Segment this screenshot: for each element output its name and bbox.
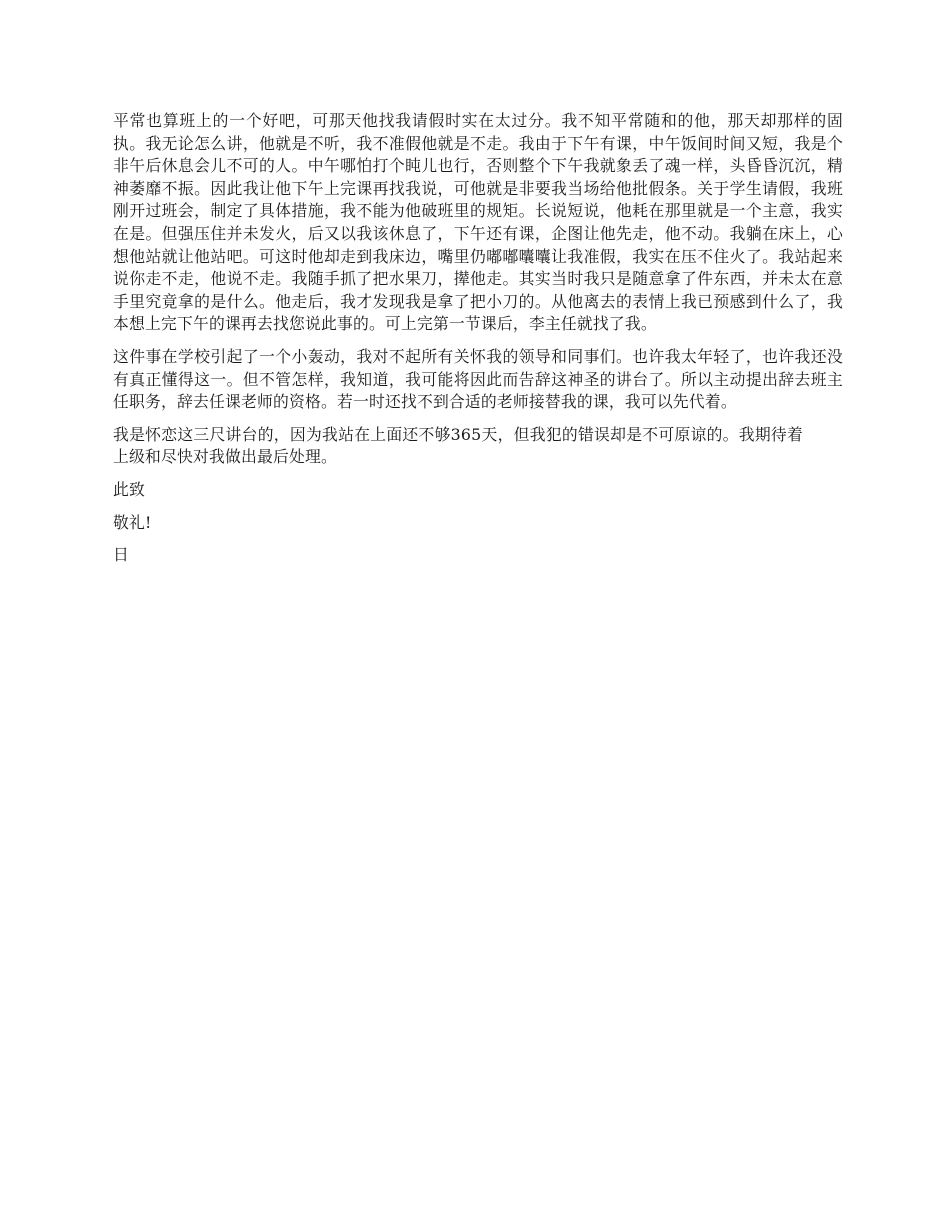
document-body: [113, 110, 843, 577]
paragraph-resignation: 这件事在学校引起了一个小轰动，我对不起所有关怀我的领导和同事们。也许我太年轻了，也许我还没有真正懂得这一。但不管怎样，我知道，我可能将因此而告辞这神圣的讲台了。所以主动提出辞去班主任职务，辞去任课老师的资格。若一时还找不到合适的老师接替我的课，我可以先代着。: [113, 346, 843, 412]
paragraph-incident: 平常也算班上的一个好吧，可那天他找我请假时实在太过分。我不知平常随和的他，那天却那样的固执。我无论怎么讲，他就是不听，我不准假他就是不走。我由于下午有课，中午饭间时间又短，我是个非午后休息会儿不可的人。中午哪怕打个盹儿也行，否则整个下午我就象丢了魂一样，头昏昏沉沉，精神萎靡不振。因此我让他下午上完课再找我说，可他就是非要我当场给他批假条。关于学生请假，我班刚开过班会，制定了具体措施，我不能为他破班里的规矩。长说短说，他耗在那里就是一个主意，我实在是。但强压住并未发火，后又以我该休息了，下午还有课，企图让他先走，他不动。我躺在床上，心想他站就让他站吧。可这时他却走到我床边，嘴里仍嘟嘟囔囔让我准假，我实在压不住火了。我站起来说你走不走，他说不走。我随手抓了把水果刀，撵他走。其实当时我只是随意拿了件东西，并未太在意手里究竟拿的是什么。他走后，我才发现我是拿了把小刀的。从他离去的表情上我已预感到什么了，我本想上完下午的课再去找您说此事的。可上完第一节课后，李主任就找了我。: [113, 111, 843, 334]
date-label: 日: [113, 545, 129, 565]
salutation-cizhi: 此致: [113, 479, 145, 499]
salutation-jingli: 敬礼!: [113, 512, 152, 532]
paragraph-closing: 我是怀恋这三尺讲台的，因为我站在上面还不够365天，但我犯的错误却是不可原谅的。我期待着上级和尽快对我做出最后处理。: [113, 424, 803, 467]
